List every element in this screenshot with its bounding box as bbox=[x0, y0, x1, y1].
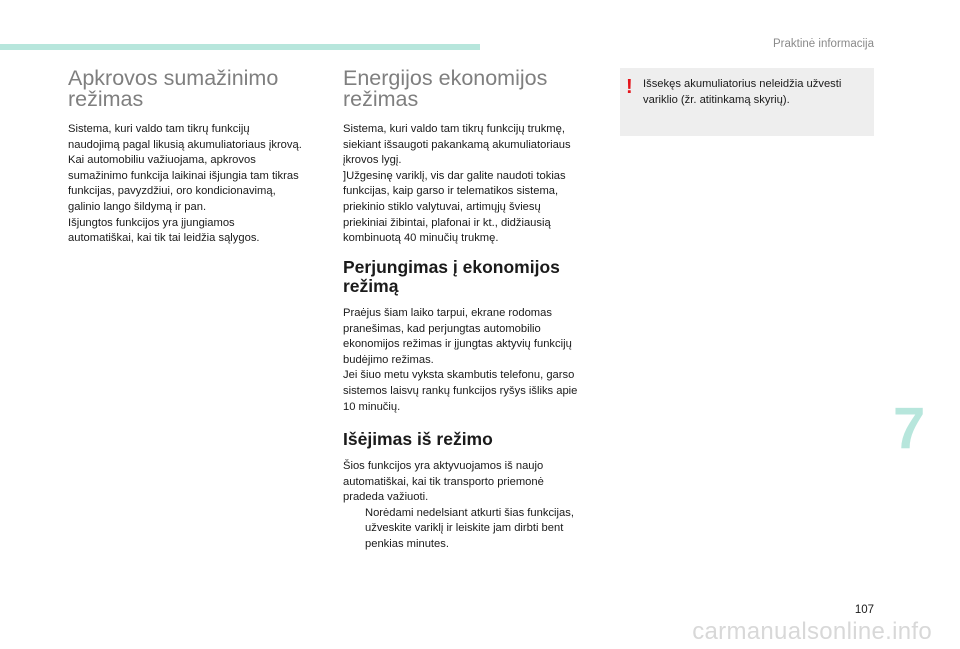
warning-box bbox=[620, 68, 874, 136]
exclamation-warning-icon: ! bbox=[626, 76, 633, 98]
bullet-arrow-icon bbox=[343, 506, 365, 553]
bullet-item bbox=[343, 506, 605, 553]
paragraph-switching-to-economy: Praėjus šiam laiko tarpui, ekrane rodomas pranešimas, kad perjungtas automobilio ekonomijos režimas ir įjungtas aktyvių funkcijų budėjimo režimas. Jei šiuo metu vyksta skambutis telefonu, garso sistemos laisvų rankų funkcijos ryšys išliks apie 10 minučių. bbox=[343, 307, 578, 413]
heading-energy-economy: Energijos ekonomijos režimas bbox=[343, 66, 548, 111]
heading-switching-to-economy: Perjungimas į ekonomijos režimą bbox=[343, 257, 560, 296]
heading-load-reduction: Apkrovos sumažinimo režimas bbox=[68, 66, 279, 111]
section-exiting-mode bbox=[343, 430, 605, 553]
paragraph-load-reduction: Sistema, kuri valdo tam tikrų funkcijų naudojimą pagal likusią akumuliatoriaus įkrovą. Kai automobiliu važiuojama, apkrovos sumažinimo funkcija laikinai išjungia tam tikras funkcijas, pavyzdžiui, oro kondicionavimą, galinio lango šildymą ir pan. Išjungtos funkcijos yra įjungiamos automatiškai, kai tik tai leidžia sąlygos. bbox=[68, 123, 302, 245]
bullet-text: Norėdami nedelsiant atkurti šias funkcijas, užveskite variklį ir leiskite jam dirbti bent penkias minutes. bbox=[365, 506, 574, 550]
section-energy-economy bbox=[343, 68, 605, 247]
heading-exiting-mode: Išėjimas iš režimo bbox=[343, 429, 493, 449]
watermark-text: carmanualsonline.info bbox=[692, 618, 932, 645]
paragraph-exiting-mode: Šios funkcijos yra aktyvuojamos iš naujo automatiškai, kai tik transporto priemonė pradeda važiuoti. bbox=[343, 460, 544, 504]
section-header: Praktinė informacija bbox=[773, 38, 874, 50]
section-switching-to-economy bbox=[343, 258, 605, 415]
page-number: 107 bbox=[854, 604, 874, 616]
chapter-number: 7 bbox=[893, 396, 926, 461]
paragraph-energy-economy: Sistema, kuri valdo tam tikrų funkcijų trukmę, siekiant išsaugoti pakankamą akumuliatoriaus įkrovos lygį. ]Užgesinę variklį, vis dar galite naudoti tokias funkcijas, kaip garso ir telematikos sistema, priekinio stiklo valytuvai, artimųjų šviesų priekiniai žibintai, plafonai ir kt., didžiausią kombinuotą 40 minučių trukmę. bbox=[343, 123, 571, 245]
section-load-reduction bbox=[68, 68, 330, 247]
warning-text: Išsekęs akumuliatorius neleidžia užvesti variklio (žr. atitinkamą skyrių). bbox=[643, 78, 842, 106]
top-accent-bar bbox=[0, 44, 480, 50]
